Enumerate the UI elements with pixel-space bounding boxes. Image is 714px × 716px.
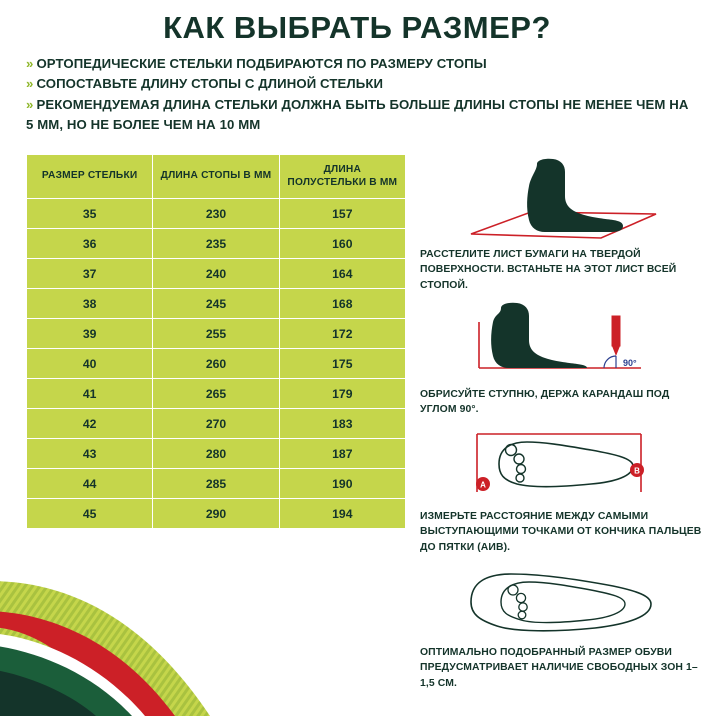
table-cell-half-insole-length: 179 bbox=[279, 379, 405, 409]
table-cell-size: 35 bbox=[27, 199, 153, 229]
table-header-cell: РАЗМЕР СТЕЛЬКИ bbox=[27, 154, 153, 199]
table-cell-foot-length: 265 bbox=[153, 379, 279, 409]
table-cell-size: 45 bbox=[27, 499, 153, 529]
bullet-marker: » bbox=[26, 76, 34, 92]
table-cell-size: 38 bbox=[27, 289, 153, 319]
bullet-marker: » bbox=[26, 96, 34, 112]
bullet-text: РЕКОМЕНДУЕМАЯ ДЛИНА СТЕЛЬКИ ДОЛЖНА БЫТЬ БОЛЬШЕ ДЛИНЫ СТОПЫ НЕ МЕНЕЕ ЧЕМ НА 5 ММ, НО НЕ БОЛЕЕ ЧЕМ НА 10 ММ bbox=[26, 96, 689, 133]
foot-in-shoe-icon bbox=[441, 564, 681, 640]
foot-measure-ab-icon bbox=[441, 426, 681, 504]
table-header-row bbox=[27, 154, 406, 199]
table-header-cell: ДЛИНА СТОПЫ В ММ bbox=[153, 154, 279, 199]
table-row bbox=[27, 409, 406, 439]
table-row bbox=[27, 289, 406, 319]
table-cell-foot-length: 230 bbox=[153, 199, 279, 229]
foot-with-pencil-icon bbox=[441, 302, 681, 382]
table-cell-half-insole-length: 172 bbox=[279, 319, 405, 349]
table-cell-half-insole-length: 157 bbox=[279, 199, 405, 229]
instruction-steps bbox=[420, 154, 702, 700]
table-cell-foot-length: 260 bbox=[153, 349, 279, 379]
table-cell-size: 39 bbox=[27, 319, 153, 349]
step-paper bbox=[420, 156, 702, 294]
angle-label: 90° bbox=[623, 357, 637, 368]
step-trace bbox=[420, 302, 702, 418]
table-cell-half-insole-length: 168 bbox=[279, 289, 405, 319]
table-cell-size: 44 bbox=[27, 469, 153, 499]
table-cell-half-insole-length: 160 bbox=[279, 229, 405, 259]
table-cell-foot-length: 285 bbox=[153, 469, 279, 499]
bullet-item bbox=[26, 74, 696, 94]
step-text: РАССТЕЛИТЕ ЛИСТ БУМАГИ НА ТВЕРДОЙ ПОВЕРХНОСТИ. ВСТАНЬТЕ НА ЭТОТ ЛИСТ ВСЕЙ СТОПОЙ. bbox=[420, 248, 677, 292]
step-measure bbox=[420, 426, 702, 556]
table-cell-half-insole-length: 187 bbox=[279, 439, 405, 469]
table-cell-half-insole-length: 164 bbox=[279, 259, 405, 289]
bullet-item bbox=[26, 95, 696, 136]
step-text: ОБРИСУЙТЕ СТУПНЮ, ДЕРЖА КАРАНДАШ ПОД УГЛОМ 90°. bbox=[420, 388, 670, 416]
svg-text:B: B bbox=[634, 466, 640, 476]
table-cell-size: 42 bbox=[27, 409, 153, 439]
table-header-cell: ДЛИНА ПОЛУСТЕЛЬКИ В ММ bbox=[279, 154, 405, 199]
table-cell-size: 36 bbox=[27, 229, 153, 259]
table-row bbox=[27, 439, 406, 469]
table-cell-half-insole-length: 183 bbox=[279, 409, 405, 439]
bullet-item bbox=[26, 54, 696, 74]
size-table bbox=[26, 154, 406, 530]
page-title: КАК ВЫБРАТЬ РАЗМЕР? bbox=[163, 10, 551, 45]
step-text: ОПТИМАЛЬНО ПОДОБРАННЫЙ РАЗМЕР ОБУВИ ПРЕДУСМАТРИВАЕТ НАЛИЧИЕ СВОБОДНЫХ ЗОН 1–1,5 СМ. bbox=[420, 646, 698, 689]
table-row bbox=[27, 199, 406, 229]
table-cell-size: 40 bbox=[27, 349, 153, 379]
bullet-text: ОРТОПЕДИЧЕСКИЕ СТЕЛЬКИ ПОДБИРАЮТСЯ ПО РАЗМЕРУ СТОПЫ bbox=[36, 56, 487, 71]
table-row bbox=[27, 469, 406, 499]
table-cell-foot-length: 235 bbox=[153, 229, 279, 259]
table-row bbox=[27, 349, 406, 379]
table-cell-foot-length: 240 bbox=[153, 259, 279, 289]
table-cell-foot-length: 290 bbox=[153, 499, 279, 529]
table-cell-foot-length: 280 bbox=[153, 439, 279, 469]
table-cell-size: 43 bbox=[27, 439, 153, 469]
intro-bullet-list bbox=[0, 50, 714, 136]
table-cell-size: 37 bbox=[27, 259, 153, 289]
table-cell-half-insole-length: 175 bbox=[279, 349, 405, 379]
table-cell-size: 41 bbox=[27, 379, 153, 409]
table-row bbox=[27, 379, 406, 409]
table-row bbox=[27, 499, 406, 529]
table-cell-foot-length: 245 bbox=[153, 289, 279, 319]
table-cell-foot-length: 255 bbox=[153, 319, 279, 349]
bullet-marker: » bbox=[26, 56, 34, 71]
step-text: ИЗМЕРЬТЕ РАССТОЯНИЕ МЕЖДУ САМЫМИ ВЫСТУПАЮЩИМИ ТОЧКАМИ ОТ КОНЧИКА ПАЛЬЦЕВ ДО ПЯТКИ (АИВ). bbox=[420, 510, 702, 554]
table-row bbox=[27, 259, 406, 289]
table-row bbox=[27, 319, 406, 349]
foot-on-paper-icon bbox=[441, 156, 681, 242]
table-cell-half-insole-length: 194 bbox=[279, 499, 405, 529]
bullet-text: СОПОСТАВЬТЕ ДЛИНУ СТОПЫ С ДЛИНОЙ СТЕЛЬКИ bbox=[36, 76, 384, 92]
table-cell-foot-length: 270 bbox=[153, 409, 279, 439]
table-cell-half-insole-length: 190 bbox=[279, 469, 405, 499]
step-fit bbox=[420, 564, 702, 692]
svg-text:A: A bbox=[480, 480, 486, 490]
table-row bbox=[27, 229, 406, 259]
